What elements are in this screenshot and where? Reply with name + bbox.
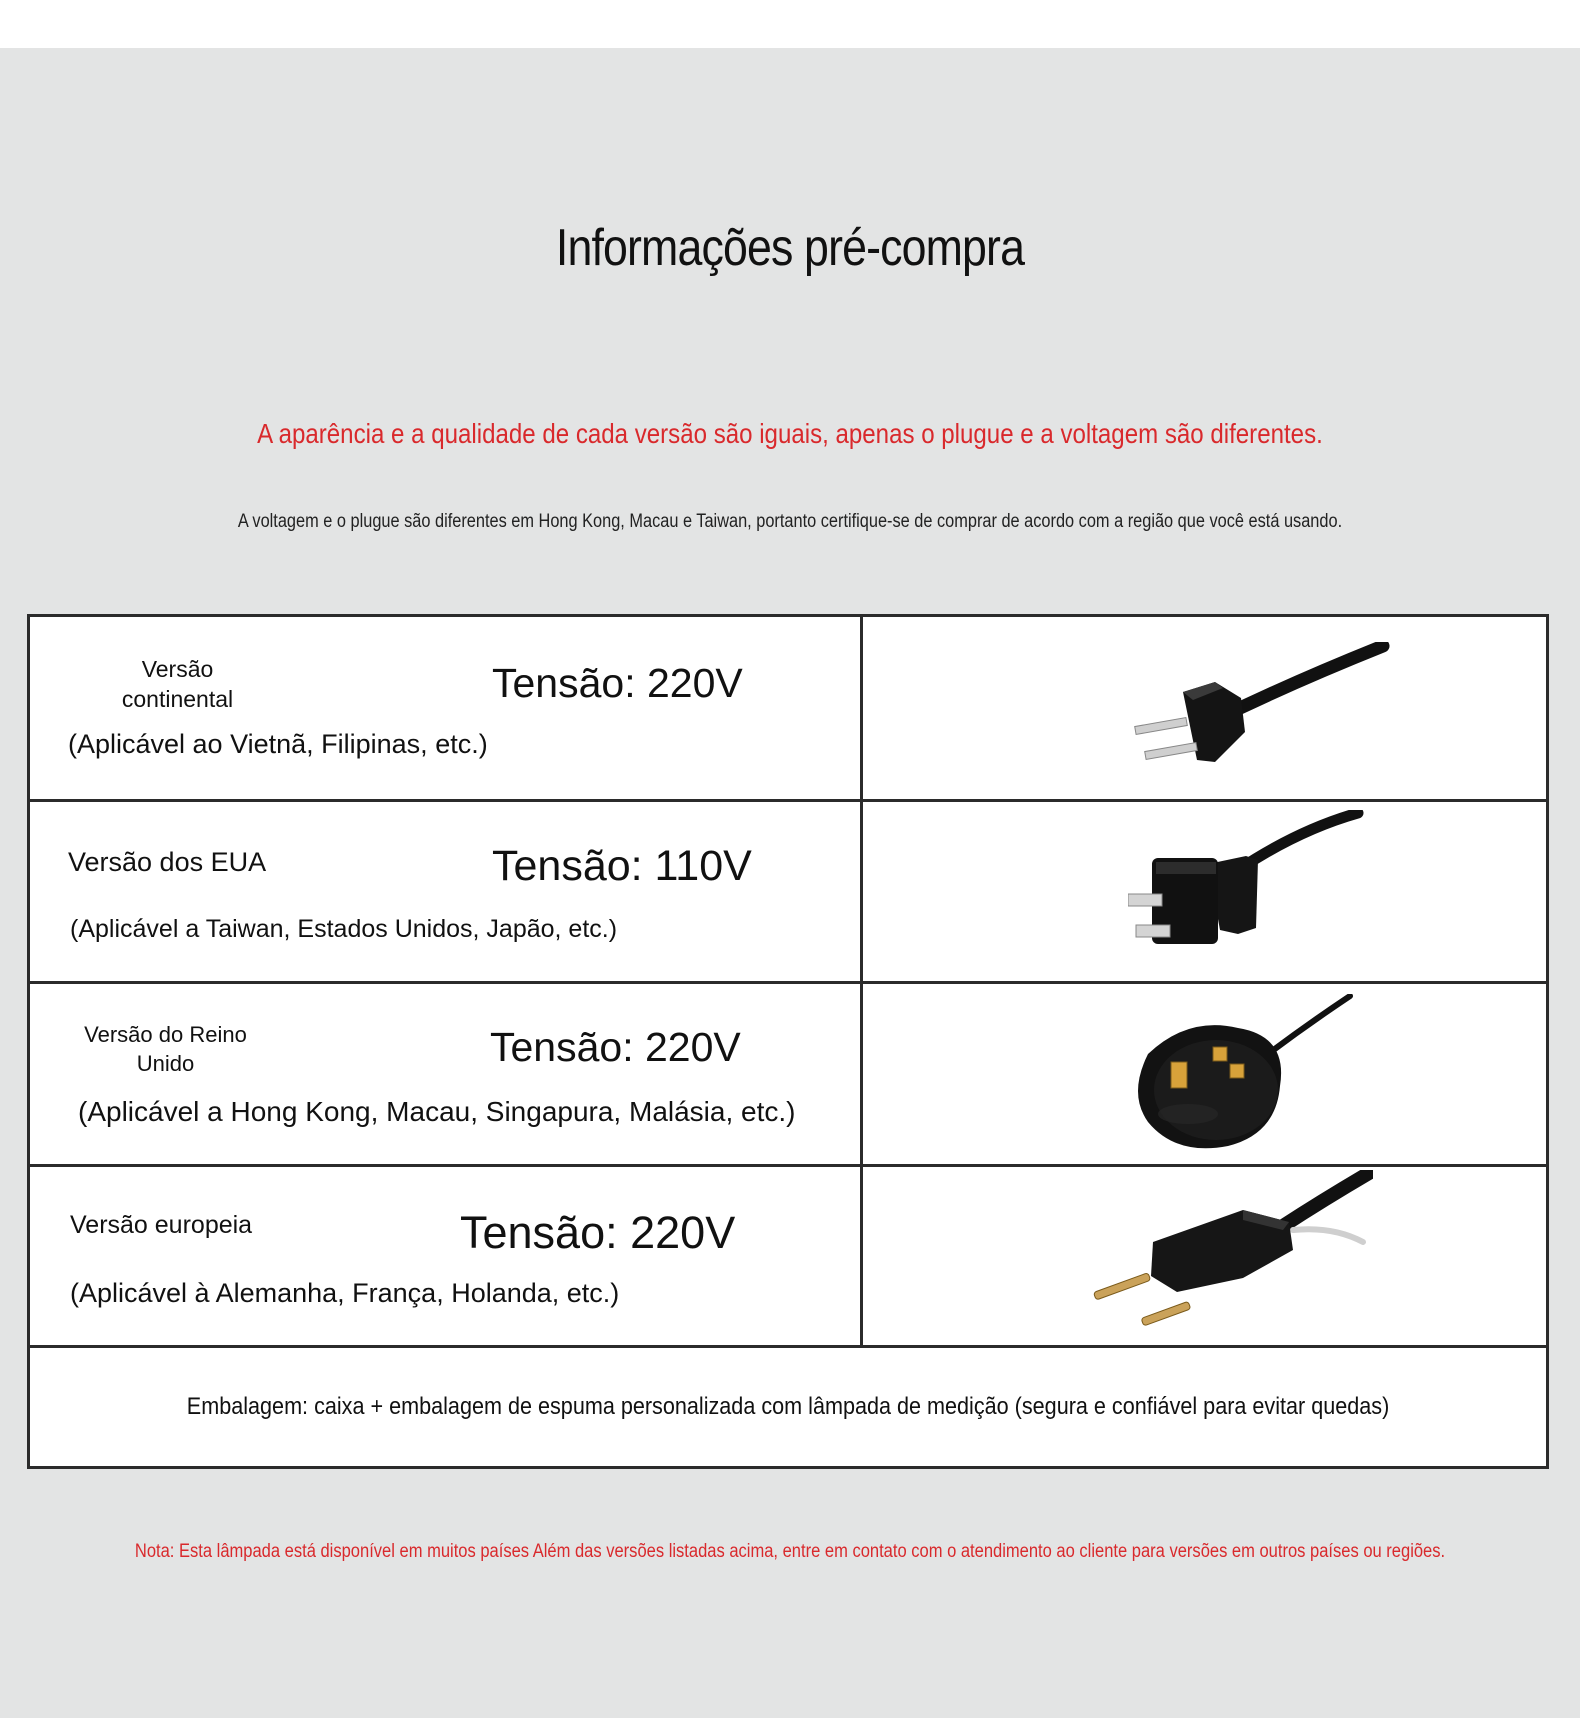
page-title: Informações pré-compra	[555, 219, 1025, 277]
voltage-label: Tensão: 220V	[490, 1024, 741, 1070]
applicable-regions: (Aplicável a Hong Kong, Macau, Singapura, Malásia, etc.)	[78, 1096, 796, 1127]
table-row	[30, 617, 1546, 802]
two-flat-pin-plug-icon	[1123, 642, 1393, 782]
version-name-line: continental	[121, 686, 234, 712]
table-row	[30, 802, 1546, 984]
voltage-label: Tensão: 220V	[460, 1207, 736, 1258]
version-info-cell	[30, 617, 863, 799]
packaging-text: Embalagem: caixa + embalagem de espuma personalizada com lâmpada de medição (segura e confiável para evitar quedas)	[186, 1393, 1390, 1420]
version-name-line: Versão	[141, 656, 214, 682]
applicable-regions: (Aplicável a Taiwan, Estados Unidos, Japão, etc.)	[70, 915, 618, 943]
highlight-subtitle: A aparência e a qualidade de cada versão são iguais, apenas o plugue e a voltagem são diferentes.	[257, 418, 1323, 449]
voltage-label: Tensão: 220V	[492, 660, 743, 706]
version-info-cell	[30, 984, 863, 1164]
uk-plug-icon	[1128, 994, 1358, 1159]
version-name: Versão europeia	[70, 1211, 253, 1239]
version-info-cell	[30, 802, 863, 981]
version-name-line: Versão do Reino	[84, 1022, 247, 1047]
packaging-info	[30, 1348, 1546, 1466]
us-plug-icon	[1128, 810, 1368, 960]
table-row	[30, 984, 1546, 1167]
applicable-regions: (Aplicável ao Vietnã, Filipinas, etc.)	[68, 729, 488, 759]
voltage-label: Tensão: 110V	[492, 842, 752, 890]
plug-image-cell	[863, 1167, 1546, 1345]
version-name	[78, 1020, 253, 1078]
version-name	[90, 654, 265, 714]
plug-image-cell	[863, 802, 1546, 981]
region-notice: A voltagem e o plugue são diferentes em Hong Kong, Macau e Taiwan, portanto certifique-se de comprar de acordo com a região que você está usando.	[237, 511, 1343, 532]
plug-image-cell	[863, 617, 1546, 799]
version-name-line: Unido	[136, 1051, 195, 1076]
version-name: Versão dos EUA	[68, 847, 267, 877]
eu-plug-icon	[1093, 1170, 1373, 1340]
versions-table	[27, 614, 1549, 1469]
footer-note: Nota: Esta lâmpada está disponível em muitos países Além das versões listadas acima, entre em contato com o atendimento ao cliente para versões em outros países ou regiões.	[134, 1541, 1446, 1562]
plug-image-cell	[863, 984, 1546, 1164]
version-info-cell	[30, 1167, 863, 1345]
table-row	[30, 1167, 1546, 1348]
applicable-regions: (Aplicável à Alemanha, França, Holanda, etc.)	[70, 1278, 620, 1308]
